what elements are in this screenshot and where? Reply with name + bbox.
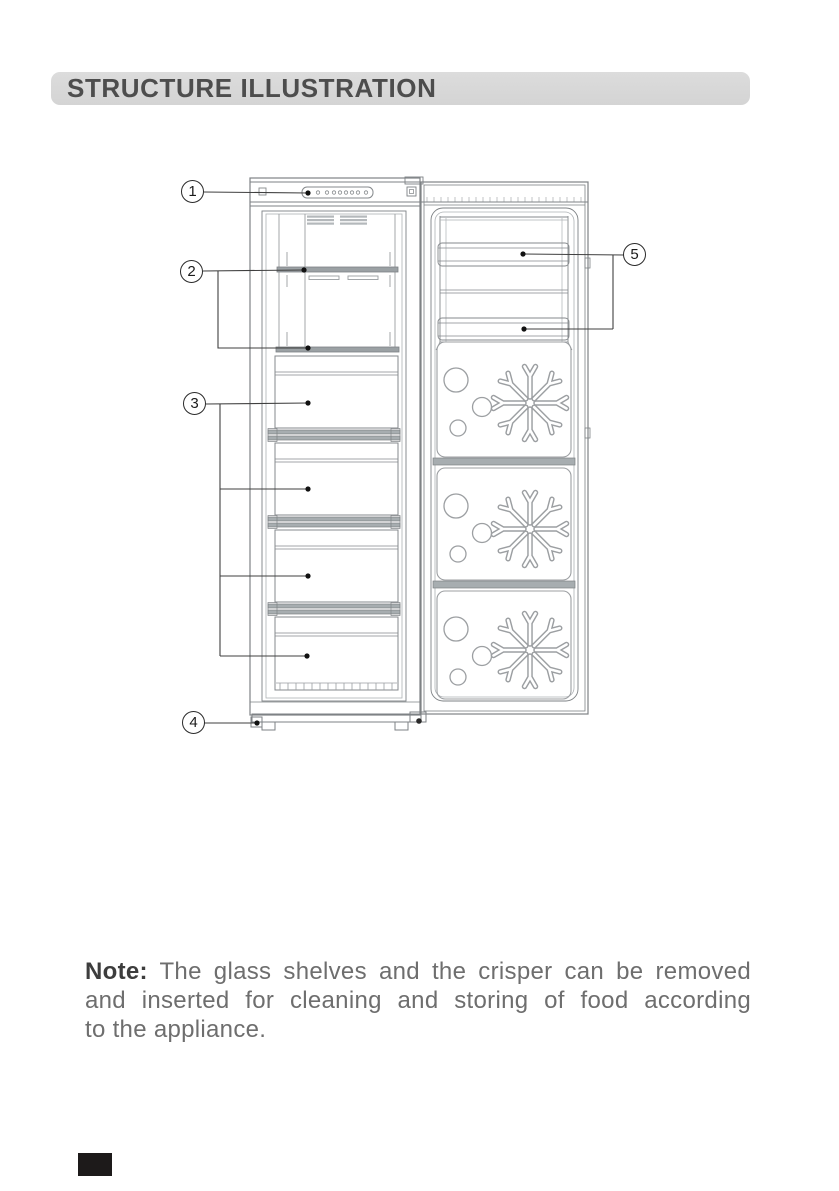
snowflake-icon xyxy=(494,493,567,566)
note-label: Note: xyxy=(85,958,148,985)
freezer-panel-2 xyxy=(437,468,571,580)
foot-left xyxy=(262,722,275,730)
note-line-1: Note: The glass shelves and the crisper can be removed xyxy=(85,958,751,985)
drawers xyxy=(268,356,400,690)
bubbles-icon xyxy=(444,617,492,685)
leader-2 xyxy=(203,267,311,350)
hinge-screw-icon xyxy=(259,188,266,195)
shelf-section xyxy=(279,214,395,351)
drawer-rail xyxy=(268,429,400,442)
freezer-panel-1 xyxy=(437,342,571,457)
foot-right xyxy=(395,722,408,730)
callout-5: 5 xyxy=(623,243,646,266)
drawer-rail xyxy=(268,516,400,529)
door-cap-ribs xyxy=(427,197,581,202)
callout-3: 3 xyxy=(183,392,206,415)
drawer-3 xyxy=(275,530,398,602)
bubbles-icon xyxy=(444,368,492,436)
drawer-2 xyxy=(275,443,398,515)
note-line-2: and inserted for cleaning and storing of food according xyxy=(85,987,751,1014)
base-and-feet xyxy=(250,702,426,730)
freezer-panel-3 xyxy=(437,591,571,699)
door-racks xyxy=(436,216,572,350)
drawer-1 xyxy=(275,356,398,428)
air-vents xyxy=(307,216,367,225)
note-line-3: to the appliance. xyxy=(85,1016,267,1043)
callout-4: 4 xyxy=(182,711,205,734)
glass-shelf-upper xyxy=(277,267,398,272)
callout-2: 2 xyxy=(180,260,203,283)
drawer-4 xyxy=(275,617,398,690)
drawer-rail xyxy=(268,603,400,616)
leader-5 xyxy=(520,251,624,331)
bubbles-icon xyxy=(444,494,492,562)
top-hinge-pin xyxy=(407,187,416,196)
page-number-block xyxy=(78,1153,112,1176)
section-title: STRUCTURE ILLUSTRATION xyxy=(67,73,437,103)
note-paragraph xyxy=(85,957,751,1044)
panel-divider xyxy=(433,458,575,465)
snowflake-icon xyxy=(494,367,567,440)
bottom-grate xyxy=(276,683,397,690)
leader-1 xyxy=(204,190,311,195)
freezer-door-panels xyxy=(433,342,575,699)
snowflake-icon xyxy=(494,614,567,687)
panel-divider xyxy=(433,581,575,588)
callout-1: 1 xyxy=(181,180,204,203)
